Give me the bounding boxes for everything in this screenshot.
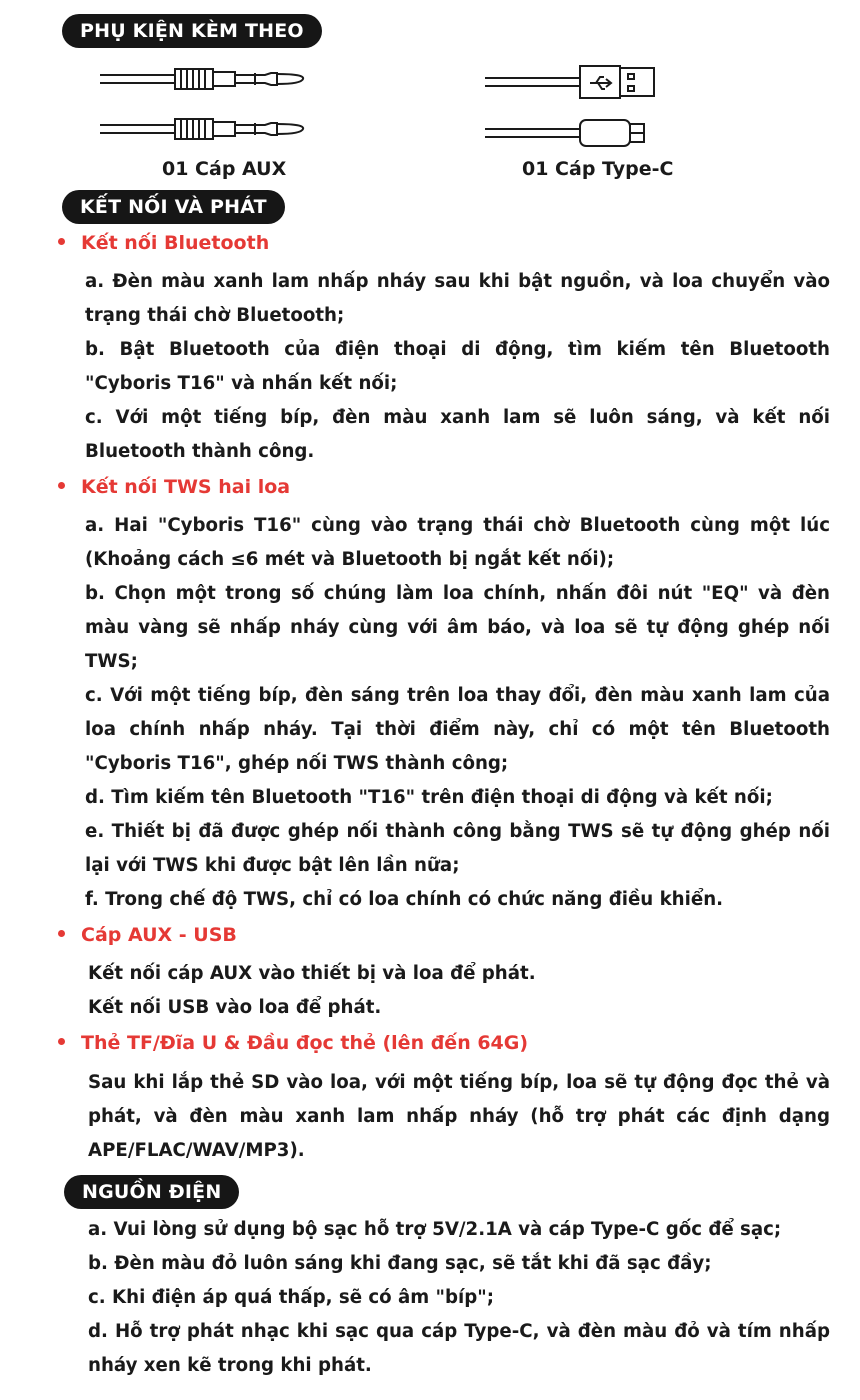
bluetooth-paragraphs [85,265,830,469]
section-title-tf-card: Thẻ TF/Đĩa U & Đầu đọc thẻ (lên đến 64G) [58,1032,528,1054]
paragraph: d. Tìm kiếm tên Bluetooth "T16" trên điện thoại di động và kết nối; [85,787,773,808]
tf-card-paragraphs [88,1066,830,1168]
paragraph: e. Thiết bị đã được ghép nối thành công bằng TWS sẽ tự động ghép nối lại với TWS khi được bật lên lần nữa; [85,821,830,876]
paragraph: f. Trong chế độ TWS, chỉ có loa chính có chức năng điều khiển. [85,889,724,910]
bullet-dot [58,1038,65,1045]
bullet-dot [58,930,65,937]
paragraph: Kết nối cáp AUX vào thiết bị và loa để phát. [88,963,536,984]
paragraph: b. Đèn màu đỏ luôn sáng khi đang sạc, sẽ tắt khi đã sạc đầy; [88,1253,712,1274]
aux-usb-paragraphs [88,957,833,1025]
paragraph: a. Hai "Cyboris T16" cùng vào trạng thái chờ Bluetooth cùng một lúc (Khoảng cách ≤6 mét và Bluetooth bị ngắt kết nối); [85,515,830,570]
power-heading: NGUỒN ĐIỆN [64,1175,239,1209]
connect-heading: KẾT NỐI VÀ PHÁT [62,190,285,224]
bullet-dot [58,238,65,245]
paragraph: c. Khi điện áp quá thấp, sẽ có âm "bíp"; [88,1287,495,1308]
section-title-bluetooth: Kết nối Bluetooth [58,232,269,254]
paragraph: b. Bật Bluetooth của điện thoại di động, tìm kiếm tên Bluetooth "Cyboris T16" và nhấn kết nối; [85,339,830,394]
accessory-label-aux: 01 Cáp AUX [162,158,287,180]
paragraph: d. Hỗ trợ phát nhạc khi sạc qua cáp Type-C, và đèn màu đỏ và tím nhấp nháy xen kẽ trong khi phát. [88,1321,830,1376]
paragraph: c. Với một tiếng bíp, đèn sáng trên loa thay đổi, đèn màu xanh lam của loa chính nhấp nháy. Tại thời điểm này, chỉ có một tên Bluetooth "Cyboris T16", ghép nối TWS thành công; [85,685,830,774]
aux-cable-icon [95,63,335,153]
accessory-label-type-c: 01 Cáp Type-C [522,158,674,180]
tws-paragraphs [85,509,830,917]
paragraph: Kết nối USB vào loa để phát. [88,997,382,1018]
type-c-cable-icon [480,60,680,155]
paragraph: c. Với một tiếng bíp, đèn màu xanh lam sẽ luôn sáng, và kết nối Bluetooth thành công. [85,407,830,462]
paragraph: a. Vui lòng sử dụng bộ sạc hỗ trợ 5V/2.1A và cáp Type-C gốc để sạc; [88,1219,782,1240]
bullet-dot [58,482,65,489]
paragraph: Sau khi lắp thẻ SD vào loa, với một tiếng bíp, loa sẽ tự động đọc thẻ và phát, và đèn màu xanh lam nhấp nháy (hỗ trợ phát các định dạng APE/FLAC/WAV/MP3). [88,1072,830,1161]
power-paragraphs [88,1213,830,1383]
section-title-aux-usb: Cáp AUX - USB [58,924,237,946]
accessories-heading: PHỤ KIỆN KÈM THEO [62,14,322,48]
paragraph: b. Chọn một trong số chúng làm loa chính, nhấn đôi nút "EQ" và đèn màu vàng sẽ nhấp nháy cùng với âm báo, và loa sẽ tự động ghép nối TWS; [85,583,830,672]
accessories-figure [0,55,860,190]
section-title-tws: Kết nối TWS hai loa [58,476,290,498]
paragraph: a. Đèn màu xanh lam nhấp nháy sau khi bật nguồn, và loa chuyển vào trạng thái chờ Bluetooth; [85,271,830,326]
